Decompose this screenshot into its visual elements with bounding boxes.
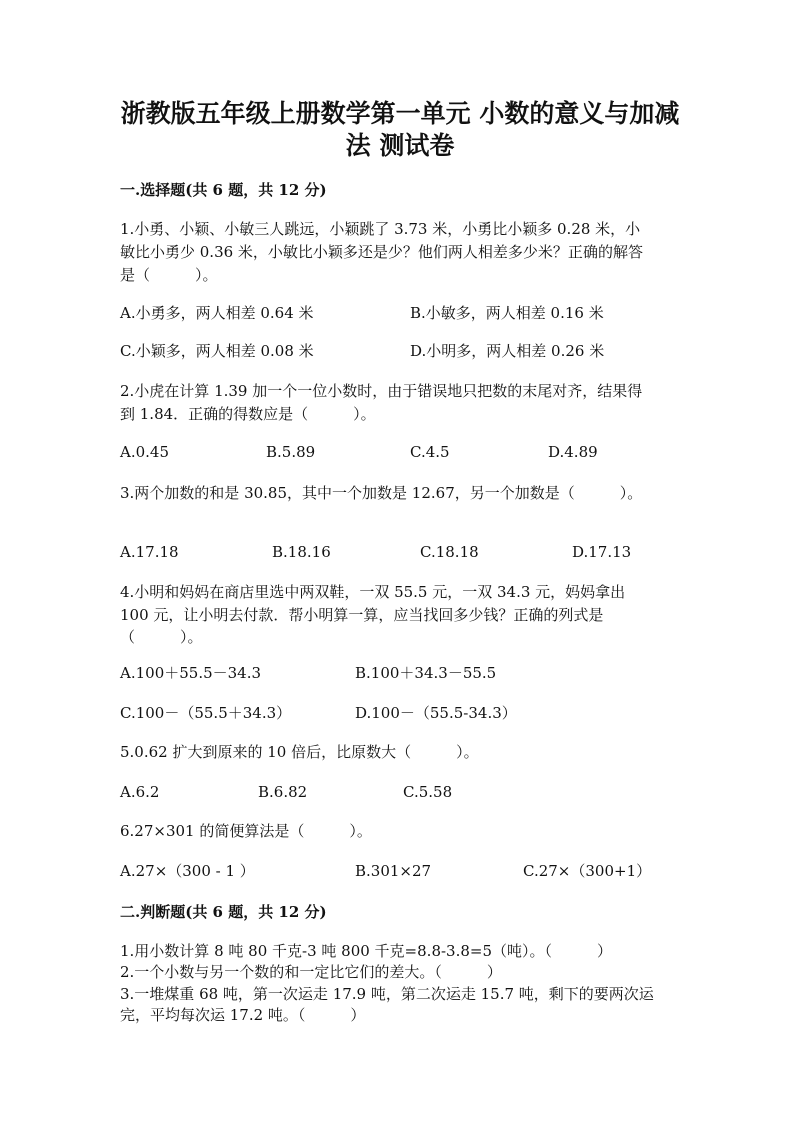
q2-option-b[interactable]: B.5.89 bbox=[266, 443, 316, 461]
q3-option-a[interactable]: A.17.18 bbox=[120, 543, 179, 561]
q5-text-line1: 5.0.62 扩大到原来的 10 倍后，比原数大（ ）。 bbox=[120, 743, 479, 761]
q1-option-b[interactable]: B.小敏多，两人相差 0.16 米 bbox=[410, 304, 604, 322]
q3-option-b[interactable]: B.18.16 bbox=[272, 543, 331, 561]
judge-q3-text-line1: 3.一堆煤重 68 吨，第一次运走 17.9 吨，第二次运走 15.7 吨，剩下的要两次运 bbox=[120, 985, 654, 1003]
q1-option-a[interactable]: A.小勇多，两人相差 0.64 米 bbox=[120, 304, 314, 322]
judge-q3-text-line2: 完，平均每次运 17.2 吨。（ ） bbox=[120, 1006, 366, 1024]
q6-text-line1: 6.27×301 的简便算法是（ ）。 bbox=[120, 822, 372, 840]
q3-text-line1: 3.两个加数的和是 30.85，其中一个加数是 12.67，另一个加数是（ ）。 bbox=[120, 484, 643, 502]
q3-option-c[interactable]: C.18.18 bbox=[420, 543, 479, 561]
section-heading-choice: 一.选择题(共 6 题，共 12 分) bbox=[120, 181, 327, 199]
judge-q2-text: 2.一个小数与另一个数的和一定比它们的差大。（ ） bbox=[120, 963, 502, 981]
q6-option-c[interactable]: C.27×（300+1） bbox=[523, 862, 652, 880]
q4-text-line2: 100 元，让小明去付款．帮小明算一算，应当找回多少钱？正确的列式是 bbox=[120, 606, 604, 624]
q5-option-b[interactable]: B.6.82 bbox=[258, 783, 308, 801]
q4-text-line1: 4.小明和妈妈在商店里选中两双鞋，一双 55.5 元，一双 34.3 元，妈妈拿出 bbox=[120, 583, 626, 601]
q2-option-a[interactable]: A.0.45 bbox=[120, 443, 169, 461]
q1-text-line1: 1.小勇、小颖、小敏三人跳远，小颖跳了 3.73 米，小勇比小颖多 0.28 米，小 bbox=[120, 220, 641, 238]
q4-option-b[interactable]: B.100＋34.3－55.5 bbox=[355, 664, 497, 682]
q5-option-c[interactable]: C.5.58 bbox=[403, 783, 453, 801]
exam-title-line1: 浙教版五年级上册数学第一单元 小数的意义与加减 bbox=[120, 99, 680, 128]
q6-option-b[interactable]: B.301×27 bbox=[355, 862, 432, 880]
q2-text-line2: 到 1.84．正确的得数应是（ ）。 bbox=[120, 405, 376, 423]
q2-text-line1: 2.小虎在计算 1.39 加一个一位小数时，由于错误地只把数的末尾对齐，结果得 bbox=[120, 382, 643, 400]
q4-option-c[interactable]: C.100－（55.5＋34.3） bbox=[120, 704, 292, 722]
q1-text-line3: 是（ ）。 bbox=[120, 266, 218, 284]
exam-title-line2: 法 测试卷 bbox=[345, 131, 455, 160]
q4-text-line3: （ ）。 bbox=[120, 628, 203, 646]
q2-option-d[interactable]: D.4.89 bbox=[548, 443, 598, 461]
q1-text-line2: 敏比小勇少 0.36 米，小敏比小颖多还是少？他们两人相差多少米？正确的解答 bbox=[120, 243, 643, 261]
q2-option-c[interactable]: C.4.5 bbox=[410, 443, 450, 461]
q6-option-a[interactable]: A.27×（300 - 1 ） bbox=[120, 862, 255, 880]
section-heading-judgement: 二.判断题(共 6 题，共 12 分) bbox=[120, 903, 327, 921]
q3-option-d[interactable]: D.17.13 bbox=[572, 543, 632, 561]
q4-option-a[interactable]: A.100＋55.5－34.3 bbox=[120, 664, 262, 682]
q5-option-a[interactable]: A.6.2 bbox=[120, 783, 160, 801]
q4-option-d[interactable]: D.100－（55.5-34.3） bbox=[355, 704, 517, 722]
judge-q1-text: 1.用小数计算 8 吨 80 千克-3 吨 800 千克=8.8-3.8=5（吨）。（ ） bbox=[120, 942, 613, 960]
q1-option-c[interactable]: C.小颖多，两人相差 0.08 米 bbox=[120, 342, 314, 360]
q1-option-d[interactable]: D.小明多，两人相差 0.26 米 bbox=[410, 342, 605, 360]
